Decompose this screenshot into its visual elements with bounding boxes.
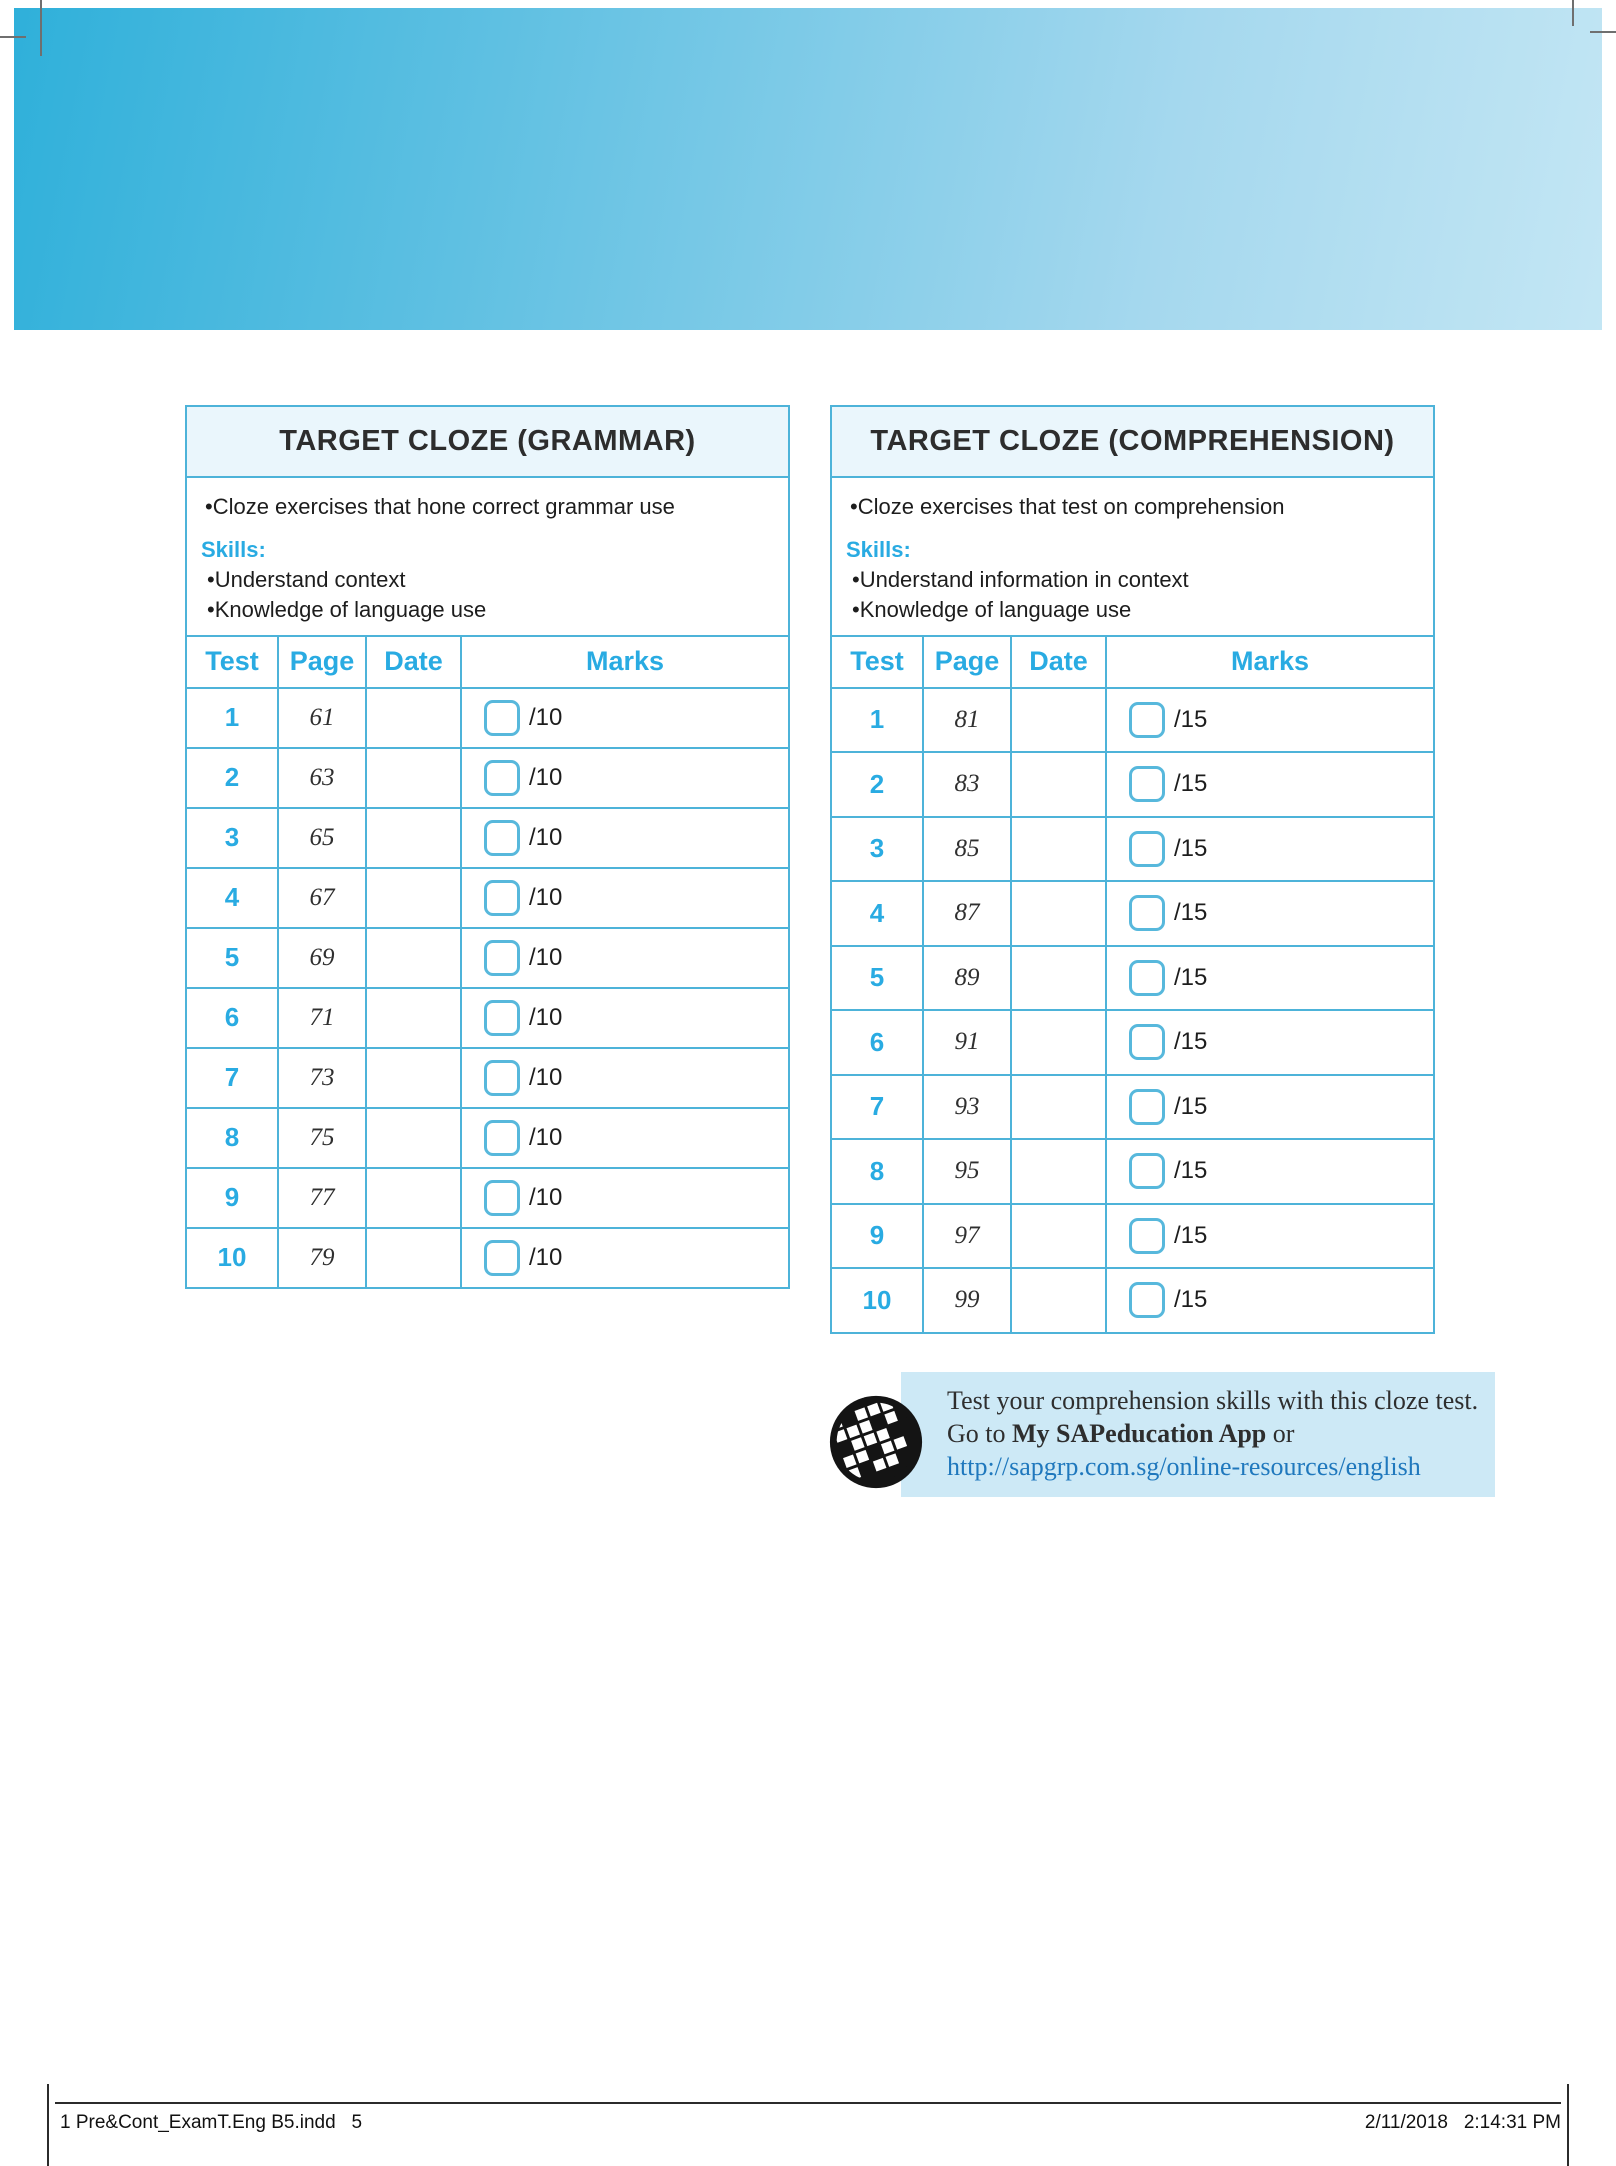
table-row [186, 1228, 789, 1288]
score-entry-box[interactable] [484, 940, 520, 976]
footer-timestamp: 2/11/2018 2:14:31 PM [1364, 2112, 1561, 2133]
date-cell[interactable] [1011, 1204, 1106, 1269]
page-number: 99 [923, 1268, 1011, 1333]
page-number: 69 [278, 928, 366, 988]
score-entry-box[interactable] [1129, 895, 1165, 931]
date-cell[interactable] [1011, 946, 1106, 1011]
page-number: 71 [278, 988, 366, 1048]
skills-label: Skills: [846, 537, 911, 562]
test-number: 1 [186, 688, 278, 748]
marks-denominator: /15 [1174, 770, 1208, 798]
crop-mark [1567, 2084, 1569, 2166]
table-row [186, 688, 789, 748]
crop-mark [1572, 0, 1574, 26]
page-number: 73 [278, 1048, 366, 1108]
test-number: 1 [831, 688, 923, 753]
marks-cell [461, 1108, 789, 1168]
table-row [186, 748, 789, 808]
page-number: 95 [923, 1139, 1011, 1204]
marks-denominator: /15 [1174, 705, 1208, 733]
marks-cell [1106, 1139, 1434, 1204]
marks-cell [1106, 752, 1434, 817]
date-cell[interactable] [366, 748, 461, 808]
col-header-marks: Marks [461, 636, 789, 688]
page-number: 91 [923, 1010, 1011, 1075]
crop-mark [40, 0, 42, 56]
score-entry-box[interactable] [484, 1240, 520, 1276]
marks-cell [1106, 881, 1434, 946]
test-number: 3 [186, 808, 278, 868]
test-number: 2 [831, 752, 923, 817]
note-text: Test your comprehension skills with this cloze test. [947, 1386, 1479, 1415]
date-cell[interactable] [366, 988, 461, 1048]
table-row [831, 752, 1434, 817]
score-entry-box[interactable] [1129, 1153, 1165, 1189]
score-entry-box[interactable] [484, 880, 520, 916]
marks-denominator: /15 [1174, 1092, 1208, 1120]
date-cell[interactable] [1011, 752, 1106, 817]
score-entry-box[interactable] [1129, 960, 1165, 996]
marks-denominator: /15 [1174, 834, 1208, 862]
marks-denominator: /15 [1174, 1221, 1208, 1249]
marks-cell [1106, 946, 1434, 1011]
score-entry-box[interactable] [484, 700, 520, 736]
page-number: 93 [923, 1075, 1011, 1140]
score-entry-box[interactable] [1129, 1024, 1165, 1060]
crop-mark [47, 2084, 49, 2166]
page-number: 67 [278, 868, 366, 928]
test-number: 7 [186, 1048, 278, 1108]
skill-item: •Understand context [207, 567, 406, 592]
skill-item: •Understand information in context [852, 567, 1189, 592]
page-number: 97 [923, 1204, 1011, 1269]
online-resource-note [901, 1372, 1495, 1497]
col-header-test: Test [831, 636, 923, 688]
score-entry-box[interactable] [1129, 1089, 1165, 1125]
marks-cell [1106, 1075, 1434, 1140]
page-number: 83 [923, 752, 1011, 817]
date-cell[interactable] [366, 868, 461, 928]
note-goto-line [947, 1417, 1481, 1450]
page-number: 75 [278, 1108, 366, 1168]
marks-cell [461, 808, 789, 868]
note-goto-suffix: or [1266, 1419, 1295, 1448]
marks-cell [461, 688, 789, 748]
test-number: 6 [186, 988, 278, 1048]
page-number: 65 [278, 808, 366, 868]
test-number: 7 [831, 1075, 923, 1140]
score-entry-box[interactable] [1129, 702, 1165, 738]
test-number: 6 [831, 1010, 923, 1075]
date-cell[interactable] [366, 1228, 461, 1288]
marks-cell [461, 1228, 789, 1288]
table-row [186, 868, 789, 928]
test-number: 2 [186, 748, 278, 808]
table-row [186, 1168, 789, 1228]
table-row [831, 1010, 1434, 1075]
col-header-marks: Marks [1106, 636, 1434, 688]
score-entry-box[interactable] [1129, 831, 1165, 867]
table-description [185, 478, 790, 637]
page-number: 89 [923, 946, 1011, 1011]
score-entry-box[interactable] [484, 1180, 520, 1216]
page-number: 79 [278, 1228, 366, 1288]
score-entry-box[interactable] [1129, 1218, 1165, 1254]
score-entry-box[interactable] [484, 820, 520, 856]
skills-label: Skills: [201, 537, 266, 562]
test-number: 9 [831, 1204, 923, 1269]
marks-cell [461, 988, 789, 1048]
page-number: 61 [278, 688, 366, 748]
marks-cell [461, 868, 789, 928]
test-number: 3 [831, 817, 923, 882]
date-cell[interactable] [366, 1048, 461, 1108]
table-row [186, 1048, 789, 1108]
marks-cell [461, 1048, 789, 1108]
page-number: 87 [923, 881, 1011, 946]
table-row [831, 688, 1434, 753]
table-row [831, 1204, 1434, 1269]
marks-denominator: /10 [529, 883, 563, 911]
app-name: My SAPeducation App [1012, 1419, 1267, 1448]
table-row [831, 1139, 1434, 1204]
marks-cell [461, 748, 789, 808]
marks-denominator: /10 [529, 1183, 563, 1211]
col-header-test: Test [186, 636, 278, 688]
col-header-date: Date [366, 636, 461, 688]
table-title-comprehension: TARGET CLOZE (COMPREHENSION) [830, 405, 1435, 478]
marks-denominator: /10 [529, 1243, 563, 1271]
marks-cell [1106, 1268, 1434, 1333]
marks-cell [1106, 817, 1434, 882]
score-entry-box[interactable] [484, 1120, 520, 1156]
footer-rule [55, 2102, 1561, 2104]
table-row [186, 808, 789, 868]
skill-item: •Knowledge of language use [852, 597, 1132, 622]
intro-line: •Cloze exercises that hone correct grammar use [205, 494, 675, 519]
test-number: 10 [186, 1228, 278, 1288]
marks-cell [461, 928, 789, 988]
marks-denominator: /10 [529, 1003, 563, 1031]
date-cell[interactable] [1011, 688, 1106, 753]
score-entry-box[interactable] [484, 760, 520, 796]
marks-denominator: /10 [529, 1063, 563, 1091]
test-number: 10 [831, 1268, 923, 1333]
date-cell[interactable] [1011, 1010, 1106, 1075]
header-row [831, 636, 1434, 688]
test-number: 5 [831, 946, 923, 1011]
crossword-icon [828, 1394, 924, 1490]
page-number: 85 [923, 817, 1011, 882]
marks-denominator: /10 [529, 703, 563, 731]
date-cell[interactable] [1011, 817, 1106, 882]
footer-filename: 1 Pre&Cont_ExamT.Eng B5.indd 5 [60, 2112, 363, 2133]
date-cell[interactable] [1011, 1075, 1106, 1140]
score-entry-box[interactable] [1129, 1282, 1165, 1318]
marks-cell [1106, 688, 1434, 753]
crop-mark [1590, 31, 1616, 33]
date-cell[interactable] [366, 808, 461, 868]
test-number: 5 [186, 928, 278, 988]
table-row [186, 1108, 789, 1168]
page-number: 77 [278, 1168, 366, 1228]
marks-denominator: /15 [1174, 1028, 1208, 1056]
header-row [186, 636, 789, 688]
score-entry-box[interactable] [1129, 766, 1165, 802]
marks-denominator: /15 [1174, 899, 1208, 927]
date-cell[interactable] [366, 688, 461, 748]
resource-link[interactable]: http://sapgrp.com.sg/online-resources/english [947, 1452, 1421, 1481]
col-header-page: Page [923, 636, 1011, 688]
date-cell[interactable] [366, 1108, 461, 1168]
table-row [831, 1268, 1434, 1333]
table-row [831, 946, 1434, 1011]
marks-cell [1106, 1204, 1434, 1269]
marks-denominator: /15 [1174, 963, 1208, 991]
marks-cell [1106, 1010, 1434, 1075]
page-number: 81 [923, 688, 1011, 753]
marks-denominator: /10 [529, 823, 563, 851]
date-cell[interactable] [366, 1168, 461, 1228]
test-number: 4 [831, 881, 923, 946]
date-cell[interactable] [1011, 1139, 1106, 1204]
marks-cell [461, 1168, 789, 1228]
marks-denominator: /10 [529, 1123, 563, 1151]
date-cell[interactable] [366, 928, 461, 988]
skill-item: •Knowledge of language use [207, 597, 487, 622]
date-cell[interactable] [1011, 881, 1106, 946]
table-description [830, 478, 1435, 637]
table-row [831, 881, 1434, 946]
date-cell[interactable] [1011, 1268, 1106, 1333]
test-number: 9 [186, 1168, 278, 1228]
col-header-date: Date [1011, 636, 1106, 688]
page-number: 63 [278, 748, 366, 808]
test-number: 4 [186, 868, 278, 928]
table-row [831, 1075, 1434, 1140]
table-row [186, 928, 789, 988]
header-band [14, 8, 1602, 330]
score-entry-box[interactable] [484, 1060, 520, 1096]
test-number: 8 [186, 1108, 278, 1168]
intro-line: •Cloze exercises that test on comprehension [850, 494, 1285, 519]
marks-denominator: /10 [529, 763, 563, 791]
marks-denominator: /15 [1174, 1157, 1208, 1185]
score-table-comprehension [830, 635, 1435, 1334]
table-row [186, 988, 789, 1048]
test-number: 8 [831, 1139, 923, 1204]
note-goto-prefix: Go to [947, 1419, 1012, 1448]
comprehension-table-section [830, 405, 1435, 1334]
crop-mark [0, 36, 26, 38]
grammar-table-section [185, 405, 790, 1289]
col-header-page: Page [278, 636, 366, 688]
marks-denominator: /15 [1174, 1286, 1208, 1314]
score-table-grammar [185, 635, 790, 1289]
marks-denominator: /10 [529, 943, 563, 971]
table-row [831, 817, 1434, 882]
table-title-grammar: TARGET CLOZE (GRAMMAR) [185, 405, 790, 478]
score-entry-box[interactable] [484, 1000, 520, 1036]
